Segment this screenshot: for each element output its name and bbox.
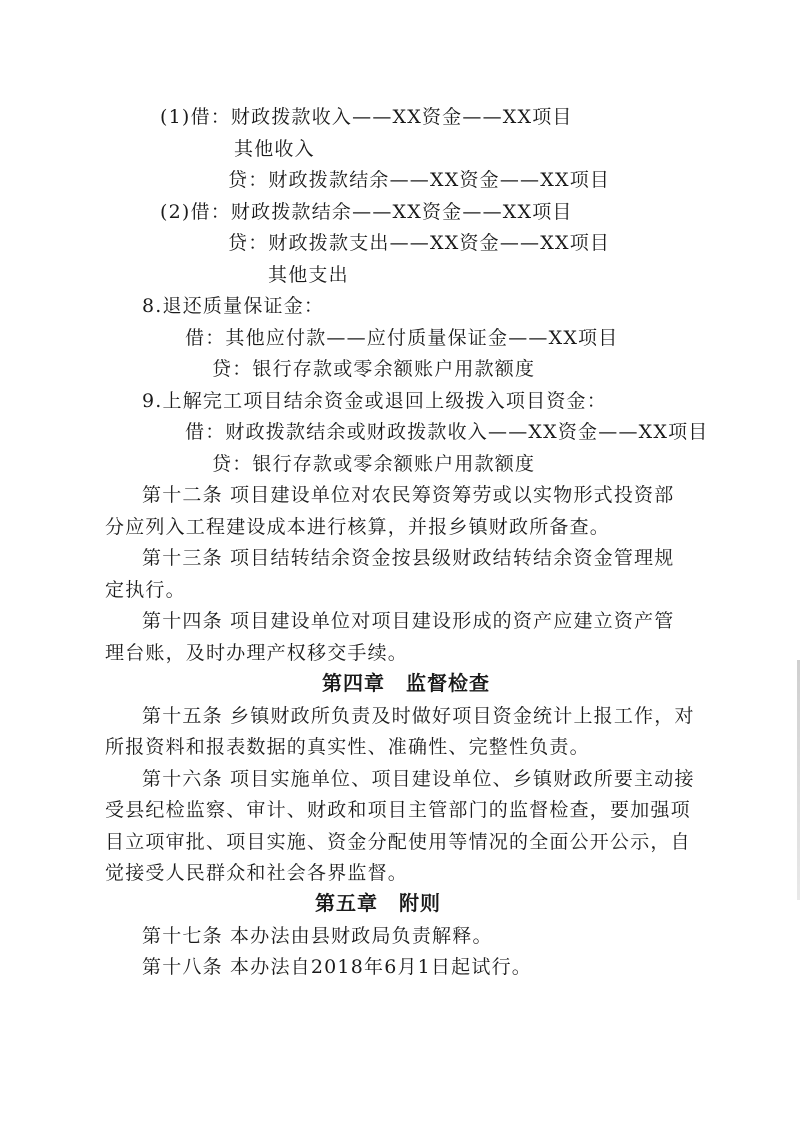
entry-1-debit-other: 其他收入 <box>234 138 315 160</box>
chapter-5-heading: 第五章 附则 <box>315 891 441 915</box>
article-18: 第十八条 本办法自2018年6月1日起试行。 <box>142 956 532 978</box>
chapter-4-heading: 第四章 监督检查 <box>322 671 490 695</box>
item-9-debit: 借：财政拨款结余或财政拨款收入——XX资金——XX项目 <box>185 421 709 443</box>
article-16-line-4: 觉接受人民群众和社会各界监督。 <box>105 862 409 884</box>
entry-1-credit: 贷：财政拨款结余——XX资金——XX项目 <box>228 169 611 191</box>
article-14-line-2: 理台账，及时办理产权移交手续。 <box>105 642 409 664</box>
item-9-credit: 贷：银行存款或零余额账户用款额度 <box>212 453 536 475</box>
article-15-line-1: 第十五条 乡镇财政所负责及时做好项目资金统计上报工作，对 <box>142 705 695 727</box>
item-9-title: 9.上解完工项目结余资金或退回上级拨入项目资金： <box>142 390 607 412</box>
article-12-line-1: 第十二条 项目建设单位对农民筹资筹劳或以实物形式投资部 <box>142 484 675 506</box>
article-17: 第十七条 本办法由县财政局负责解释。 <box>142 925 493 947</box>
article-13-line-1: 第十三条 项目结转结余资金按县级财政结转结余资金管理规 <box>142 547 675 569</box>
item-8-title: 8.退还质量保证金： <box>142 295 325 317</box>
entry-2-credit: 贷：财政拨款支出——XX资金——XX项目 <box>228 232 611 254</box>
article-16-line-3: 目立项审批、项目实施、资金分配使用等情况的全面公开公示，自 <box>105 831 691 853</box>
article-16-line-2: 受县纪检监察、审计、财政和项目主管部门的监督检查，要加强项 <box>105 799 691 821</box>
item-8-credit: 贷：银行存款或零余额账户用款额度 <box>212 358 536 380</box>
article-16-line-1: 第十六条 项目实施单位、项目建设单位、乡镇财政所要主动接 <box>142 768 695 790</box>
entry-1-debit: (1)借：财政拨款收入——XX资金——XX项目 <box>160 106 573 128</box>
article-13-line-2: 定执行。 <box>105 579 186 601</box>
article-15-line-2: 所报资料和报表数据的真实性、准确性、完整性负责。 <box>105 736 590 758</box>
entry-2-debit: (2)借：财政拨款结余——XX资金——XX项目 <box>160 201 573 223</box>
article-14-line-1: 第十四条 项目建设单位对项目建设形成的资产应建立资产管 <box>142 610 675 632</box>
item-8-debit: 借：其他应付款——应付质量保证金——XX项目 <box>185 327 619 349</box>
article-12-line-2: 分应列入工程建设成本进行核算，并报乡镇财政所备查。 <box>105 516 611 538</box>
entry-2-credit-other: 其他支出 <box>268 264 349 286</box>
